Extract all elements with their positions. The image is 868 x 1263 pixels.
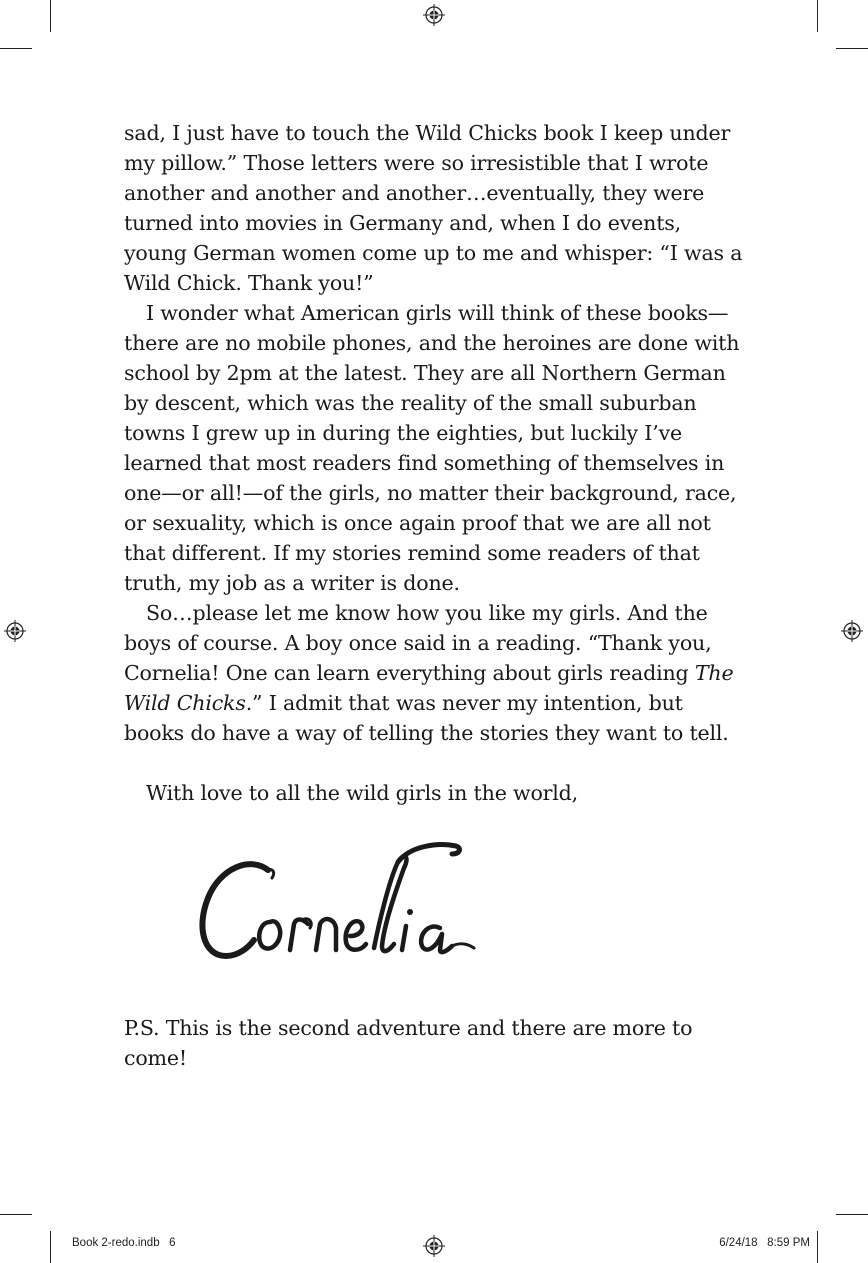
registration-mark-icon — [423, 4, 445, 26]
paragraph-2: I wonder what American girls will think of these books—there are no mobile phones, and the heroines are done with school by 2pm at the latest. They are all Northern German by descent, which was the reality of the small suburban towns I grew up in during the eighties, but luckily I’ve learned that most readers find something of themselves in one—or all!—of the girls, no matter their background, race, or sexuality, which is once again proof that we are all not that different. If my stories remind some readers of that truth, my job as a writer is done. — [124, 301, 740, 595]
paragraph-3 — [124, 598, 749, 748]
crop-mark-bottom-right-vertical — [817, 1231, 818, 1263]
crop-mark-top-left-vertical — [50, 0, 51, 32]
crop-mark-bottom-left-horizontal — [0, 1214, 32, 1215]
crop-mark-top-right-horizontal — [836, 48, 868, 49]
registration-mark-icon — [423, 1235, 445, 1257]
body-text — [124, 118, 749, 808]
postscript: P.S. This is the second adventure and there are more to come! — [124, 1016, 693, 1070]
postscript-block — [124, 1013, 749, 1073]
closing-line: With love to all the wild girls in the world, — [146, 781, 579, 805]
book-title: The Wild Chicks — [124, 661, 734, 715]
registration-mark-icon — [4, 620, 26, 642]
paragraph-1: sad, I just have to touch the Wild Chicks book I keep under my pillow.” Those letters were so irresistible that I wrote another and another and another…eventually, they were turned into movies in Germany and, when I do events, young German women come up to me and whisper: “I was a Wild Chick. Thank you!” — [124, 121, 743, 295]
slug-file-info: Book 2-redo.indb 6 — [72, 1237, 176, 1249]
crop-mark-top-right-vertical — [817, 0, 818, 32]
paragraph-3-text: So…please let me know how you like my girls. And the boys of course. A boy once said in a reading. “Thank you, Cornelia! One can learn everything about girls reading — [124, 601, 712, 685]
crop-mark-bottom-left-vertical — [50, 1231, 51, 1263]
crop-mark-top-left-horizontal — [0, 48, 32, 49]
crop-mark-bottom-right-horizontal — [836, 1214, 868, 1215]
paragraph-3-text-end: .” I admit that was never my intention, but books do have a way of telling the stories they want to tell. — [124, 691, 729, 745]
slug-timestamp: 6/24/18 8:59 PM — [719, 1237, 810, 1249]
registration-mark-icon — [841, 620, 863, 642]
signature-cornelia — [190, 838, 500, 968]
